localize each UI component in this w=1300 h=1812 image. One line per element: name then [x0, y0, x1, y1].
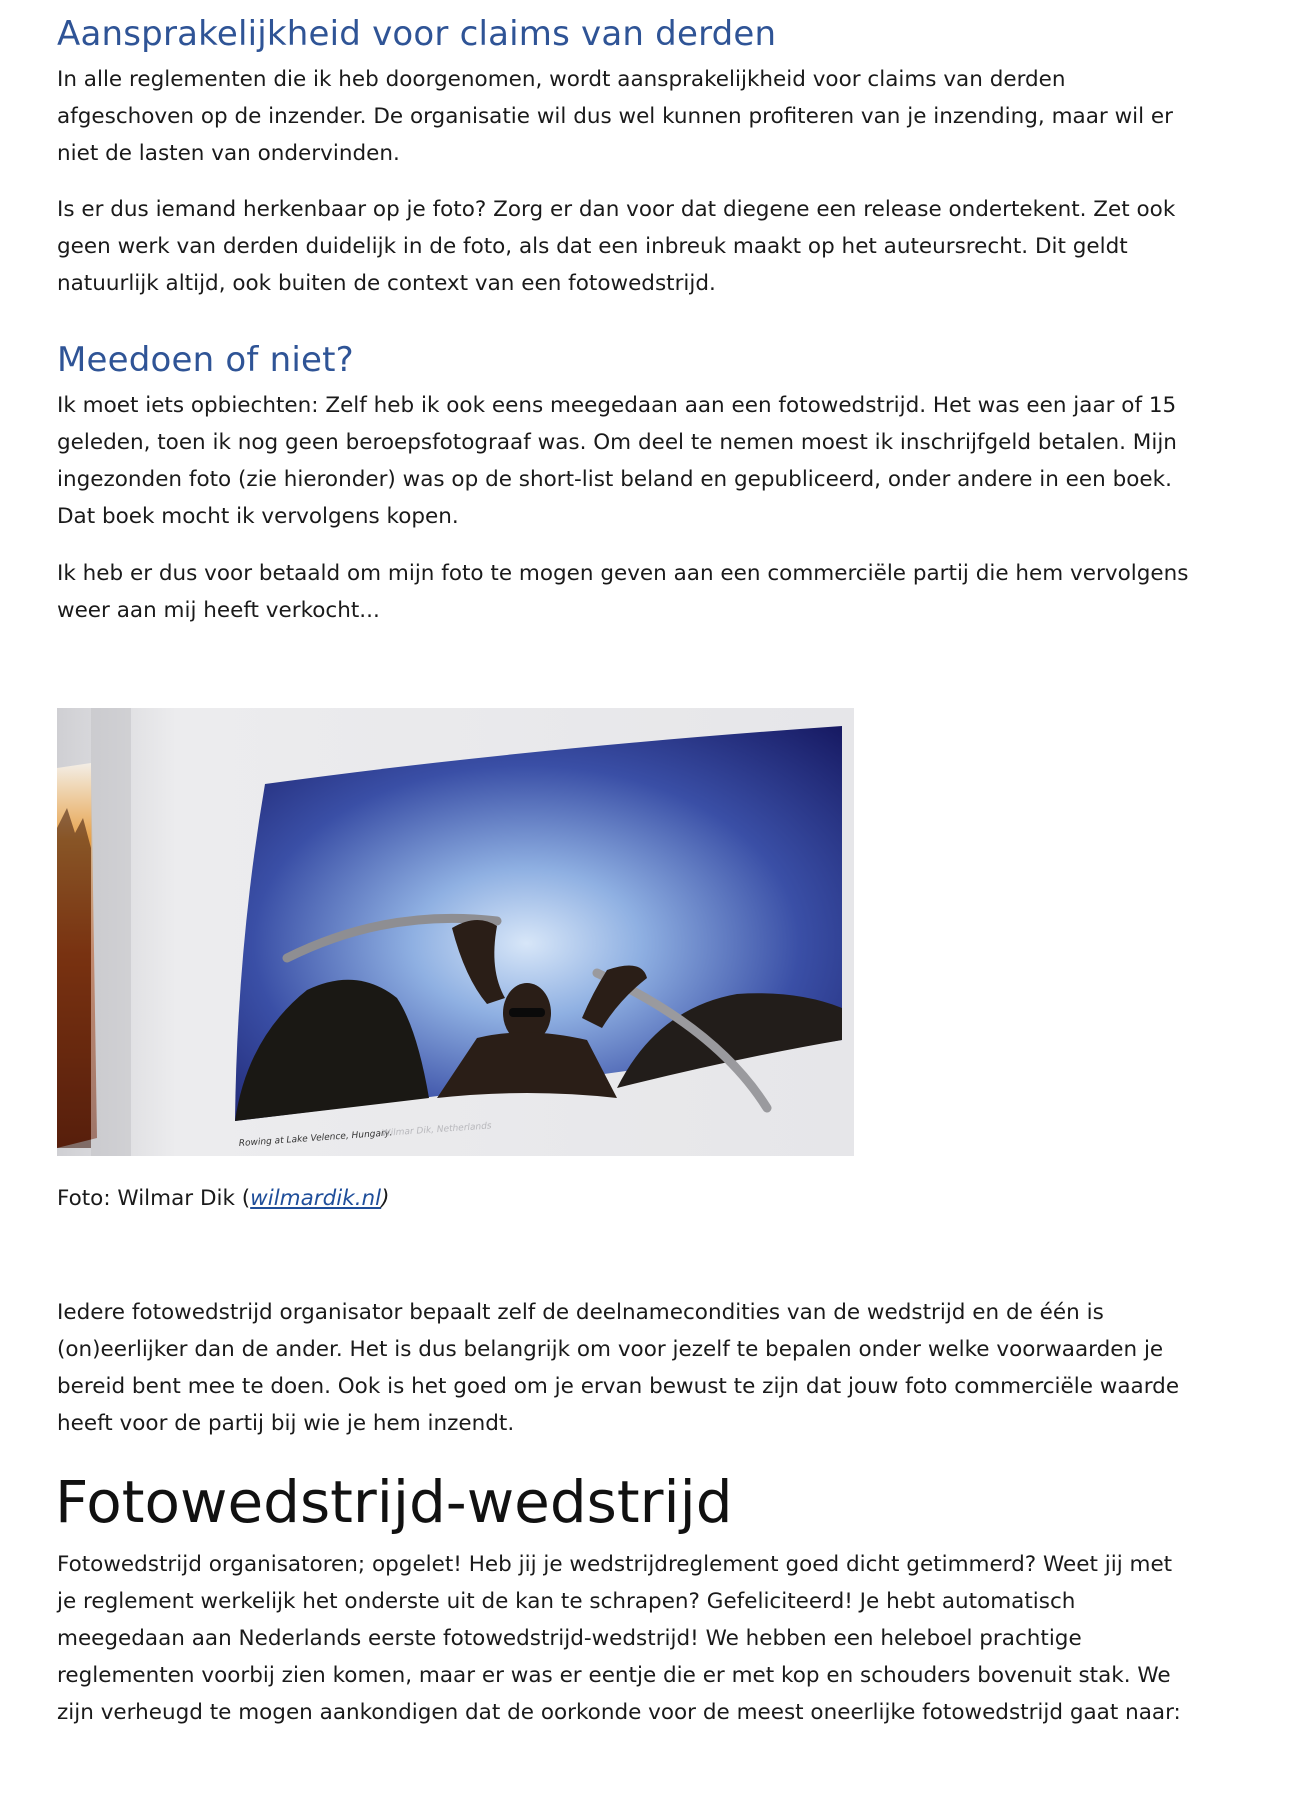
paragraph-liability-2	[57, 191, 1175, 302]
text-line: In alle reglementen die ik heb doorgenomen, wordt aansprakelijkheid voor claims van derden	[57, 67, 1066, 92]
text-line: Ik moet iets opbiechten: Zelf heb ik ook eens meegedaan aan een fotowedstrijd. Het was een jaar of 15	[57, 393, 1177, 418]
photo-caption	[57, 1180, 390, 1217]
book-gutter	[91, 708, 131, 1156]
text-line: geleden, toen ik nog geen beroepsfotograaf was. Om deel te nemen moest ik inschrijfgeld betalen. Mijn	[57, 430, 1177, 455]
text-line: Is er dus iemand herkenbaar op je foto? Zorg er dan voor dat diegene een release ondertekent. Zet ook	[57, 197, 1176, 222]
text-line: weer aan mij heeft verkocht...	[57, 598, 380, 623]
text-line: afgeschoven op de inzender. De organisatie wil dus wel kunnen profiteren van je inzending, maar wil er	[57, 104, 1173, 129]
sunglasses	[509, 1008, 545, 1017]
text-line: reglementen voorbij zien komen, maar er was er eentje die er met kop en schouders bovenuit stak. We	[57, 1663, 1171, 1688]
book-photo-illustration	[57, 708, 854, 1156]
paragraph-contest-contest	[57, 1546, 1181, 1731]
photographer-link[interactable]: wilmardik.nl	[250, 1186, 382, 1211]
text-line: meegedaan aan Nederlands eerste fotowedstrijd-wedstrijd! We hebben een heleboel prachtige	[57, 1626, 1082, 1651]
tree-silhouette	[57, 808, 91, 1148]
text-line: niet de lasten van ondervinden.	[57, 141, 400, 166]
paragraph-liability-1	[57, 61, 1173, 172]
paragraph-participate-1	[57, 387, 1177, 535]
text-line: Iedere fotowedstrijd organisator bepaalt zelf de deelnamecondities van de wedstrijd en de één is	[57, 1300, 1104, 1325]
book-caption: Rowing at Lake Velence, Hungary.	[238, 1128, 393, 1149]
book-photo	[57, 708, 854, 1156]
paragraph-conditions	[57, 1294, 1179, 1442]
text-line: natuurlijk altijd, ook buiten de context van een fotowedstrijd.	[57, 271, 716, 296]
text-line: bereid bent mee te doen. Ook is het goed om je ervan bewust te zijn dat jouw foto commerciële waarde	[57, 1374, 1180, 1399]
text-line: Fotowedstrijd organisatoren; opgelet! Heb jij je wedstrijdreglement goed dicht getimmerd? Weet jij met	[57, 1552, 1173, 1577]
text-line: zijn verheugd te mogen aankondigen dat de oorkonde voor de meest oneerlijke fotowedstrijd gaat naar:	[57, 1700, 1181, 1725]
caption-prefix: Foto: Wilmar Dik (	[57, 1186, 251, 1211]
heading-contest-contest: Fotowedstrijd-wedstrijd	[55, 1468, 733, 1536]
heading-participate: Meedoen of niet?	[57, 340, 354, 380]
paragraph-participate-2	[57, 555, 1188, 629]
text-line: Ik heb er dus voor betaald om mijn foto te mogen geven aan een commerciële partij die hem vervolgens	[57, 561, 1189, 586]
text-line: ingezonden foto (zie hieronder) was op de short-list beland en gepubliceerd, onder andere in een boek.	[57, 467, 1172, 492]
caption-suffix: )	[381, 1186, 390, 1211]
book-credit: Wilmar Dik, Netherlands	[381, 1121, 492, 1139]
text-line: je reglement werkelijk het onderste uit de kan te schrapen? Gefeliciteerd! Je hebt automatisch	[57, 1589, 1076, 1614]
heading-liability: Aansprakelijkheid voor claims van derden	[57, 14, 777, 54]
text-line: heeft voor de partij bij wie je hem inzendt.	[57, 1411, 515, 1436]
text-line: (on)eerlijker dan de ander. Het is dus belangrijk om voor jezelf te bepalen onder welke voorwaarden je	[57, 1337, 1164, 1362]
text-line: Dat boek mocht ik vervolgens kopen.	[57, 504, 459, 529]
text-line: geen werk van derden duidelijk in de foto, als dat een inbreuk maakt op het auteursrecht. Dit geldt	[57, 234, 1128, 259]
